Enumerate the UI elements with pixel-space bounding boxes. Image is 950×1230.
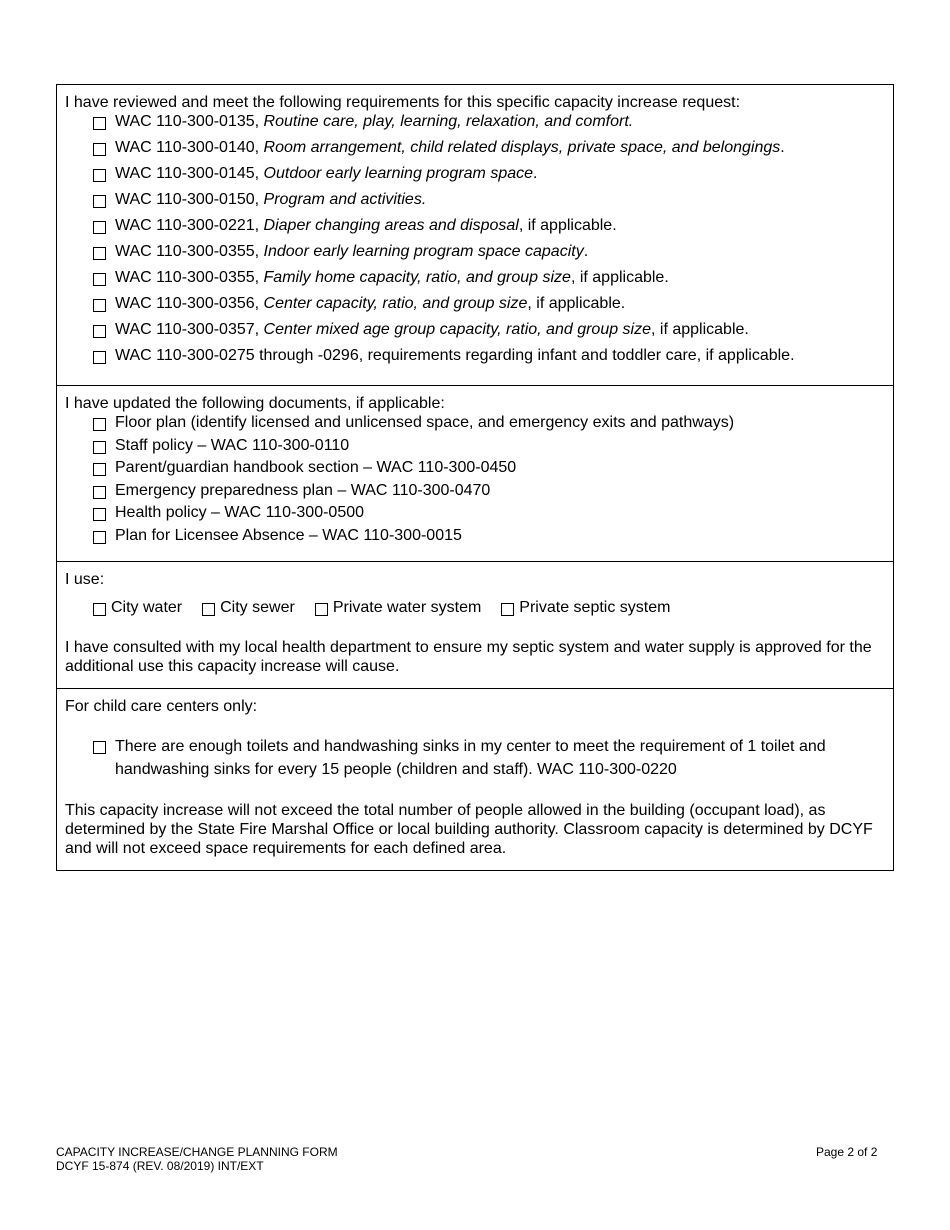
checkbox[interactable] [501,603,514,616]
document-label: Staff policy – WAC 110-300-0110 [115,436,350,454]
requirement-item[interactable] [93,139,885,165]
requirement-item[interactable] [93,243,885,269]
wac-title: Outdoor early learning program space [263,165,534,182]
utility-label: City sewer [220,599,295,616]
wac-title: Routine care, play, learning, relaxation, and comfort. [263,113,634,130]
wac-title: Center capacity, ratio, and group size [263,295,528,312]
wac-title: Family home capacity, ratio, and group size [263,269,571,286]
checkbox[interactable] [93,531,106,544]
checkbox[interactable] [93,169,106,182]
footer-page-number: Page 2 of 2 [816,1145,878,1159]
centers-section [57,688,893,870]
document-label: Floor plan (identify licensed and unlicensed space, and emergency exits and pathways) [115,414,735,431]
requirement-item[interactable] [93,269,885,295]
footer-form-name: CAPACITY INCREASE/CHANGE PLANNING FORM [56,1145,338,1159]
utility-option-city-sewer[interactable] [202,599,295,617]
toilets-requirement-label: There are enough toilets and handwashing sinks in my center to meet the requirement of 1 toilet and handwashing sinks for every 15 people (children and staff). WAC 110-300-0220 [115,738,826,778]
wac-suffix: , if applicable. [527,295,626,312]
toilets-requirement-item[interactable] [93,735,885,781]
utility-options [93,599,885,617]
footer-form-info [56,1145,338,1173]
checkbox[interactable] [93,221,106,234]
checkbox[interactable] [93,195,106,208]
wac-code: WAC 110-300-0356, [115,295,260,312]
capacity-statement: This capacity increase will not exceed the total number of people allowed in the building (occupant load), as determined by the State Fire Marshal Office or local building authority. Classroom capacity is determined by DCYF and will not exceed space requirements for each defined area. [65,802,873,857]
requirement-item[interactable] [93,217,885,243]
utility-option-private-septic[interactable] [501,599,670,617]
requirement-item[interactable] [93,165,885,191]
checkbox[interactable] [93,117,106,130]
wac-code: WAC 110-300-0357, [115,321,260,338]
checkbox[interactable] [93,741,106,754]
requirement-item[interactable] [93,347,885,373]
checkbox[interactable] [93,508,106,521]
checkbox[interactable] [93,486,106,499]
checkbox[interactable] [93,247,106,260]
checkbox[interactable] [93,463,106,476]
utility-label: Private septic system [519,599,671,616]
document-item[interactable] [93,459,885,482]
document-item[interactable] [93,527,885,550]
wac-code: WAC 110-300-0355, [115,243,260,260]
checkbox[interactable] [315,603,328,616]
checkbox[interactable] [93,351,106,364]
requirement-item[interactable] [93,191,885,217]
wac-suffix: , if applicable. [518,217,617,234]
wac-title: Center mixed age group capacity, ratio, and group size [263,321,652,338]
utility-label: Private water system [332,599,482,616]
planning-form [56,84,894,871]
footer-form-code: DCYF 15-874 (REV. 08/2019) INT/EXT [56,1159,264,1173]
document-item[interactable] [93,414,885,437]
document-label: Plan for Licensee Absence – WAC 110-300-0015 [115,526,462,544]
checkbox[interactable] [93,441,106,454]
requirement-item[interactable] [93,113,885,139]
wac-code: WAC 110-300-0145, [115,165,260,182]
checkbox[interactable] [93,603,106,616]
wac-title: Room arrangement, child related displays, private space, and belongings [263,139,781,156]
wac-title: Diaper changing areas and disposal [263,217,519,234]
wac-code: WAC 110-300-0275 through -0296, requirements regarding infant and toddler care, if applicable. [115,347,795,364]
wac-suffix: . [583,243,589,260]
requirements-section [57,85,893,385]
utility-option-city-water[interactable] [93,599,182,617]
wac-title: Program and activities. [263,191,427,208]
wac-title: Indoor early learning program space capacity [263,243,584,260]
documents-intro: I have updated the following documents, if applicable: [65,395,445,412]
checkbox[interactable] [93,325,106,338]
document-label: Emergency preparedness plan – WAC 110-300-0470 [115,481,491,499]
document-item[interactable] [93,504,885,527]
wac-suffix: , if applicable. [570,269,669,286]
documents-section [57,385,893,561]
checkbox[interactable] [93,143,106,156]
wac-suffix: . [780,139,785,156]
requirement-item[interactable] [93,295,885,321]
utility-label: City water [111,599,183,616]
wac-code: WAC 110-300-0150, [115,191,260,208]
document-item[interactable] [93,482,885,505]
requirements-intro: I have reviewed and meet the following requirements for this specific capacity increase request: [65,94,741,111]
health-department-statement: I have consulted with my local health department to ensure my septic system and water supply is approved for the additional use this capacity increase will cause. [65,639,872,675]
document-item[interactable] [93,437,885,460]
wac-suffix: . [533,165,538,182]
checkbox[interactable] [93,273,106,286]
requirement-item[interactable] [93,321,885,347]
wac-code: WAC 110-300-0135, [115,113,260,130]
wac-code: WAC 110-300-0355, [115,269,260,286]
checkbox[interactable] [93,418,106,431]
checkbox[interactable] [202,603,215,616]
document-label: Parent/guardian handbook section – WAC 110-300-0450 [115,459,517,476]
utilities-section [57,561,893,688]
centers-intro: For child care centers only: [65,698,258,715]
wac-code: WAC 110-300-0221, [115,217,260,234]
checkbox[interactable] [93,299,106,312]
document-label: Health policy – WAC 110-300-0500 [115,504,365,521]
wac-code: WAC 110-300-0140, [115,139,260,156]
wac-suffix: , if applicable. [651,321,749,338]
utility-option-private-water[interactable] [315,599,481,617]
utilities-intro: I use: [65,571,105,588]
